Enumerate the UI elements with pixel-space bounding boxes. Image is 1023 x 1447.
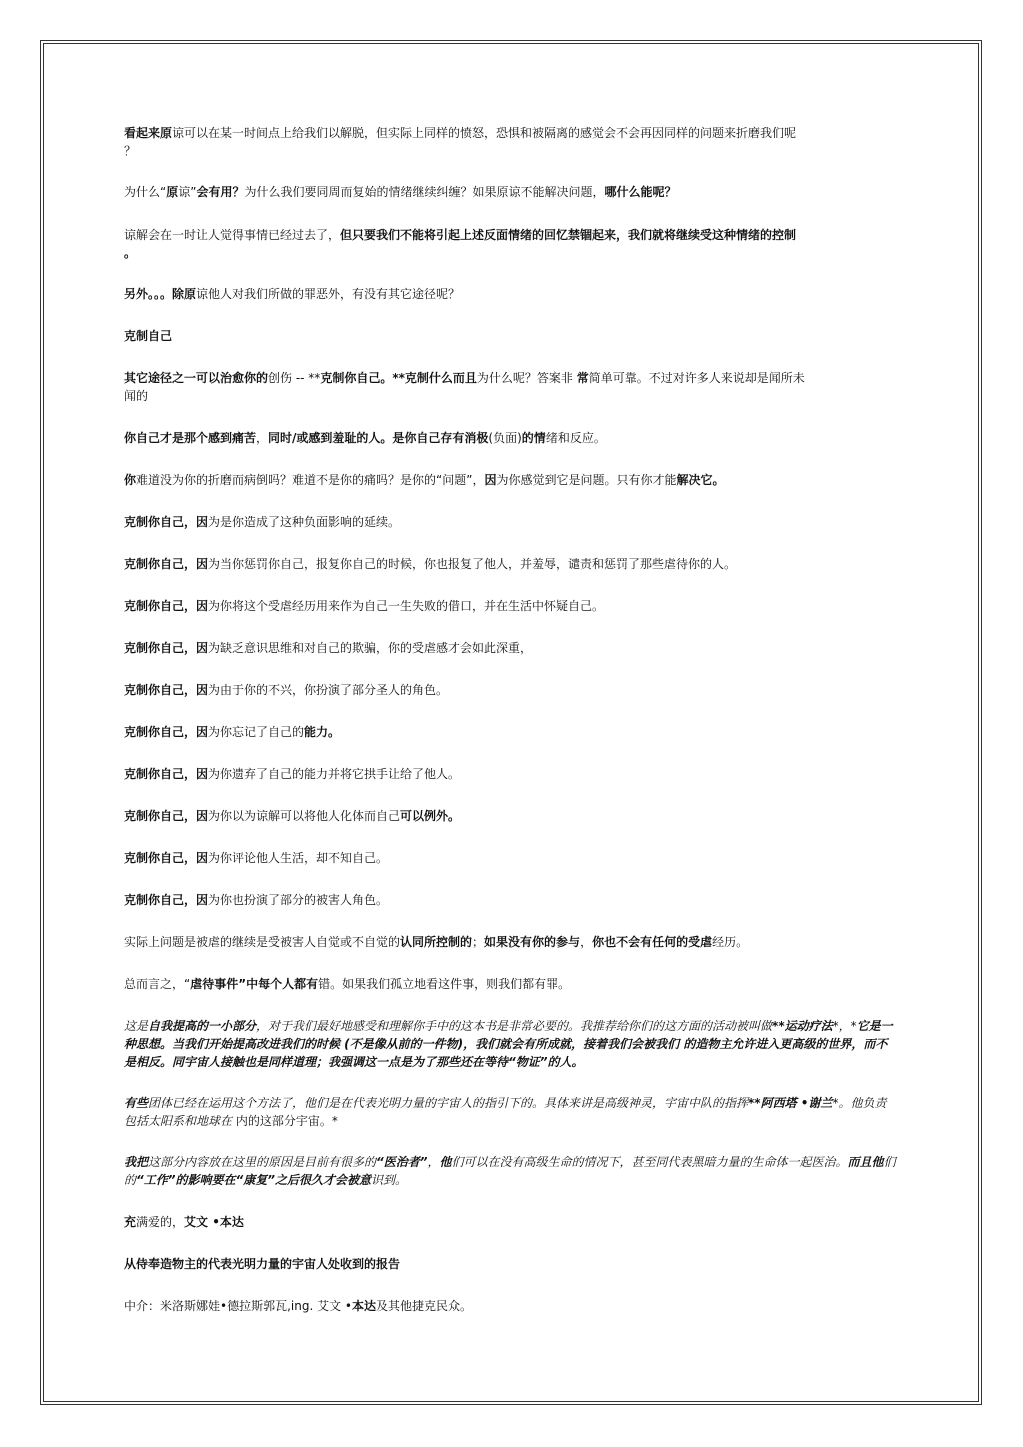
text-run: 内的 [235, 1114, 260, 1128]
text-run: 的影响要在 [175, 1173, 236, 1187]
text-run: “工作” [136, 1173, 176, 1187]
text-run: 从侍奉造物主的代表光明力量的宇宙人处收到的报告 [124, 1257, 401, 1271]
text-run: ，因 [184, 557, 209, 571]
paragraph-16 [124, 807, 898, 825]
text-run: 为什么呢？答案非 [476, 371, 577, 385]
paragraph-8 [124, 471, 898, 489]
text-run: 因 [484, 473, 497, 487]
text-run: **运动疗法 [772, 1019, 833, 1033]
text-run: ，因 [184, 599, 209, 613]
text-run: 另外。。。除原 [124, 287, 197, 301]
paragraph-19 [124, 933, 898, 951]
text-run: 闻的 [124, 389, 149, 403]
text-run: 克制自己 [124, 329, 173, 343]
text-run: 们的 [124, 1155, 896, 1187]
text-run: 克制你自己 [124, 641, 185, 655]
text-run: ，因 [184, 683, 209, 697]
text-run: 克制你自己 [124, 767, 185, 781]
text-run: 为你感觉到它是问题。只有你才能 [496, 473, 677, 487]
text-run: 原 [166, 185, 179, 199]
text-run: 谅可以在某一时间点上给我们以解脱，但实际上同样的愤怒，恐惧和被隔离的感觉会不会再因同样的问题来折磨我们呢 [172, 126, 797, 140]
text-run: 米洛斯娜娃•德拉斯郭瓦,ing. 艾文 • [160, 1299, 352, 1313]
text-run: 克制你自己 [124, 725, 185, 739]
text-run: 这是 [124, 1019, 149, 1033]
text-run: 我把 [124, 1155, 149, 1169]
text-run: ，因 [184, 515, 209, 529]
paragraph-6 [124, 369, 898, 405]
text-run: 解决它。 [676, 473, 725, 487]
text-run: 克制你自己 [124, 809, 185, 823]
text-run: 看起来原 [124, 126, 173, 140]
text-run: 自我提高的一小部分 [148, 1019, 257, 1033]
paragraph-2 [124, 183, 898, 201]
text-run: 中介： [124, 1299, 161, 1313]
text-run: 这部分内容放在这里的原因是目前有很多的 [148, 1155, 377, 1169]
paragraph-23 [124, 1153, 898, 1189]
text-run: ？ [124, 144, 137, 158]
text-run: 你也不会有任何的受虐 [592, 935, 713, 949]
text-run: 克制你自己 [124, 683, 185, 697]
text-run: ，因 [184, 809, 209, 823]
text-run: 哪什么能呢？ [604, 185, 677, 199]
text-run: 错。如果我们孤立地看这件事，则我们都有罪。 [318, 977, 571, 991]
text-run: 他 [850, 1096, 863, 1110]
text-run: ， [580, 935, 593, 949]
text-run: 及其他捷克民众。 [376, 1299, 473, 1313]
paragraph-13 [124, 681, 898, 699]
text-run: 负责包括太阳系和地球在 [124, 1096, 887, 1128]
text-run: 经历。 [712, 935, 749, 949]
text-run: 但只要我们不能将引起上述反面情绪的回忆禁锢起来，我们就将继续受这种情绪的控制 [340, 228, 797, 242]
text-run: 克制你自己 [124, 599, 185, 613]
text-run: (负面) [488, 431, 522, 445]
text-run: 认同所控制的 [400, 935, 473, 949]
signature-line [124, 1213, 898, 1231]
text-run: 为你评论他人生活，却不知自己。 [208, 851, 389, 865]
text-run: ， [256, 431, 269, 445]
text-run: 你自己才是那个感到痛苦 [124, 431, 257, 445]
paragraph-4 [124, 285, 898, 303]
text-run: ； [472, 935, 485, 949]
text-run: ，因 [184, 641, 209, 655]
paragraph-20 [124, 975, 898, 993]
text-run: 为什么“ [124, 185, 167, 199]
text-run: 为是你造成了这种负面影响的延续。 [208, 515, 401, 529]
text-run: 克制你自己 [124, 893, 185, 907]
text-run: 它是一种思想。当我们开始提高改进我们的时候 (不是像从前的一件物)，我们就会有所成就，接着我们会被我们 的造物主允许进入更高级的世界，而不是相反。同宇宙人接触也是同样道理；我强调这一点是为了那些还在等待“物证”的人。 [124, 1019, 893, 1069]
text-run: 你 [124, 473, 137, 487]
text-run: 他 [439, 1155, 452, 1169]
text-run: 为什么我们要同周而复始的情绪继续纠缠？如果原谅不能解决问题， [244, 185, 605, 199]
paragraph-3 [124, 226, 898, 262]
text-run: 为你将这个受虐经历用来作为自己一生失败的借口，并在生活中怀疑自己。 [208, 599, 605, 613]
paragraph-15 [124, 765, 898, 783]
text-run: 充 [124, 1215, 137, 1229]
text-run: *，* [832, 1019, 857, 1033]
text-run: 为你忘记了自己的 [208, 725, 305, 739]
text-run: 为缺乏意识思维和对自己的欺骗，你的受虐感才会如此深重， [208, 641, 533, 655]
paragraph-11 [124, 597, 898, 615]
text-run: 会有用？ [196, 185, 245, 199]
text-run: 可以例外。 [400, 809, 461, 823]
text-run: 这部分宇宙。* [259, 1114, 338, 1128]
text-run: 有些 [124, 1096, 149, 1110]
paragraph-21 [124, 1017, 898, 1071]
text-run: *。 [832, 1096, 851, 1110]
text-run: 的情 [521, 431, 546, 445]
text-run: 创伤 -- ** [268, 371, 321, 385]
text-run: 谅解会在一时让人觉得事情已经过去了， [124, 228, 341, 242]
text-run: 如果没有你的参与 [484, 935, 581, 949]
text-run: 谅” [178, 185, 197, 199]
text-run: 虐待事件 [190, 977, 239, 991]
text-run: 们可以在没有高级生命的情况下，甚至同代表黑暗力量的生命体一起医治。 [451, 1155, 848, 1169]
text-run: 之后很久才会被意 [274, 1173, 371, 1187]
paragraph-14 [124, 723, 898, 741]
paragraph-7 [124, 429, 898, 447]
text-run: 常 [576, 371, 589, 385]
text-run: 实际上问题是被虐的继续是受被害人自觉或不自觉的 [124, 935, 401, 949]
text-run: 团体已经在运用这个方法了，他们是在代表光明力量的宇宙人的指引下的。具体来讲是高级神灵，宇宙中队的指挥 [148, 1096, 749, 1110]
paragraph-12 [124, 639, 898, 657]
text-run: 。 [124, 246, 137, 260]
intermediary-line [124, 1297, 898, 1315]
text-run: 为你遗弃了自己的能力并将它拱手让给了他人。 [208, 767, 461, 781]
paragraph-18 [124, 891, 898, 909]
text-run: 满爱的， [136, 1215, 185, 1229]
text-run: 为由于你的不兴，你扮演了部分圣人的角色。 [208, 683, 449, 697]
text-run: 其它途径之一可以治愈你的 [124, 371, 269, 385]
text-run: 同时/或感到羞耻的人。是你自己存有消极 [268, 431, 489, 445]
paragraph-17 [124, 849, 898, 867]
text-run: ， [427, 1155, 440, 1169]
text-run: 而且他 [847, 1155, 884, 1169]
text-run: 克制什么而且 [404, 371, 477, 385]
text-run: 简单可靠。不过对许多人来说却是闻所未 [588, 371, 805, 385]
text-run: 难道没为你的折磨而病倒吗？难道不是你的痛吗？是你的“问题”， [136, 473, 485, 487]
paragraph-9 [124, 513, 898, 531]
text-run: “康复” [235, 1173, 275, 1187]
text-run: ，因 [184, 851, 209, 865]
text-run: 绪和反应。 [545, 431, 606, 445]
text-run: 克制你自己 [124, 851, 185, 865]
text-run: ”中每个人都有 [238, 977, 319, 991]
text-run: 艾文 •本达 [184, 1215, 244, 1229]
text-run: ，对于我们最好地感受和理解你手中的这本书是非常必要的。我推荐给你们的这方面的活动被叫做 [256, 1019, 773, 1033]
text-run: ，因 [184, 725, 209, 739]
text-run: ，因 [184, 767, 209, 781]
text-run: 克制你自己。** [320, 371, 405, 385]
text-run: 为你也扮演了部分的被害人角色。 [208, 893, 389, 907]
paragraph-22 [124, 1094, 898, 1130]
text-run: 谅他人对我们所做的罪恶外，有没有其它途径呢？ [196, 287, 461, 301]
text-run: “医治者” [376, 1155, 428, 1169]
text-run: 为当你惩罚你自己，报复你自己的时候，你也报复了他人，并羞辱，谴责和惩罚了那些虐待你的人。 [208, 557, 737, 571]
text-run: **阿西塔 •谢兰 [748, 1096, 833, 1110]
text-run: 克制你自己 [124, 557, 185, 571]
report-source-heading [124, 1255, 898, 1273]
text-run: 总而言之，“ [124, 977, 191, 991]
text-run: 能力。 [304, 725, 341, 739]
text-run: 识到。 [370, 1173, 407, 1187]
text-run: 克制你自己 [124, 515, 185, 529]
paragraph-1 [124, 124, 898, 160]
text-run: 本达 [352, 1299, 377, 1313]
text-run: ，因 [184, 893, 209, 907]
section-heading [124, 327, 898, 345]
paragraph-10 [124, 555, 898, 573]
text-run: 为你以为谅解可以将他人化体而自己 [208, 809, 401, 823]
